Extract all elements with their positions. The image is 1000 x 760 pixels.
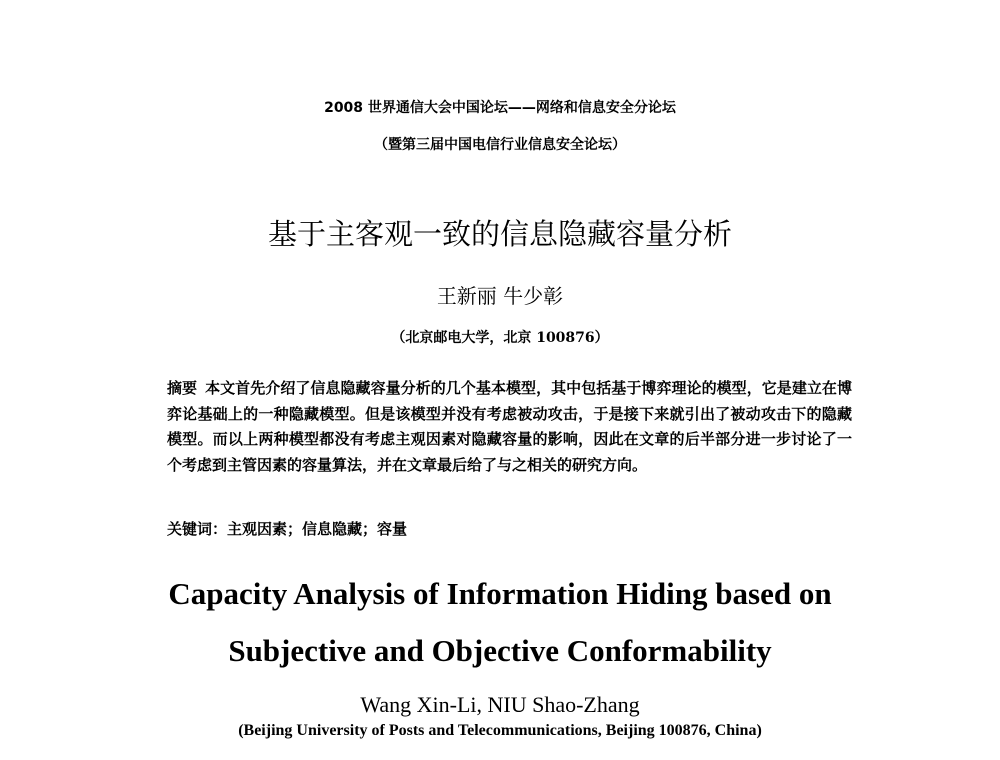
abstract-text: 本文首先介绍了信息隐藏容量分析的几个基本模型，其中包括基于博弈理论的模型，它是建立在博弈论基础上的一种隐藏模型。但是该模型并没有考虑被动攻击，于是接下来就引出了被动攻击下的隐藏模型。而以上两种模型都没有考虑主观因素对隐藏容量的影响，因此在文章的后半部分进一步讨论了一个考虑到主管因素的容量算法，并在文章最后给了与之相关的研究方向。 xyxy=(167,379,852,474)
keywords-label: 关键词： xyxy=(167,520,228,538)
conference-line-1: 2008 世界通信大会中国论坛——网络和信息安全分论坛 xyxy=(324,100,676,116)
chinese-title: 基于主客观一致的信息隐藏容量分析 xyxy=(267,217,732,251)
english-affiliation: (Beijing University of Posts and Telecommunications, Beijing 100876, China) xyxy=(238,722,762,739)
keywords-text: 主观因素；信息隐藏；容量 xyxy=(227,520,408,538)
english-authors: Wang Xin-Li, NIU Shao-Zhang xyxy=(360,692,640,717)
chinese-affiliation: （北京邮电大学，北京 100876） xyxy=(391,330,609,346)
chinese-authors: 王新丽 牛少彰 xyxy=(436,284,564,308)
chinese-abstract xyxy=(167,376,852,478)
conference-line-2: （暨第三届中国电信行业信息安全论坛） xyxy=(374,137,626,153)
abstract-label: 摘要 xyxy=(167,379,198,397)
english-title-line-1: Capacity Analysis of Information Hiding based on xyxy=(168,576,832,611)
english-title-line-2: Subjective and Objective Conformability xyxy=(228,633,772,668)
chinese-keywords xyxy=(167,518,852,539)
